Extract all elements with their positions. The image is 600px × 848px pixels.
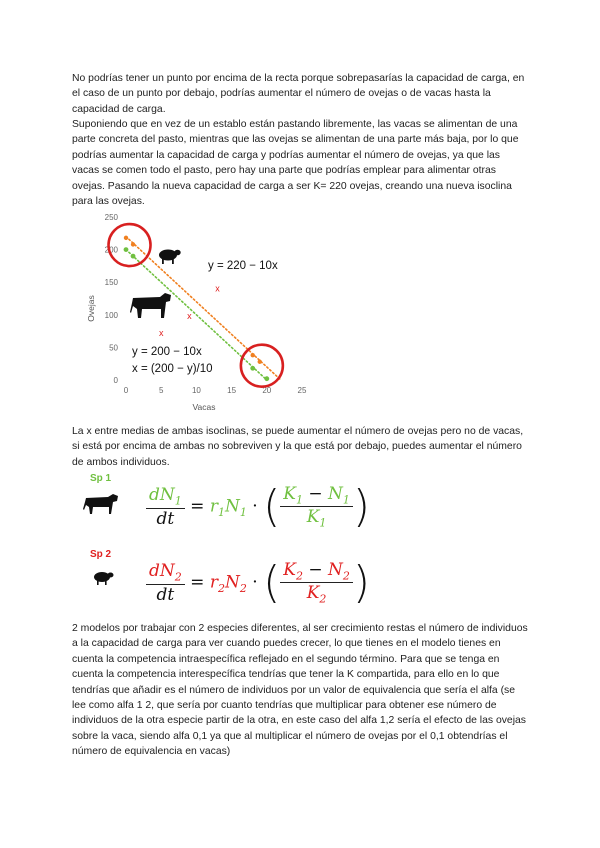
cow-icon — [82, 492, 120, 516]
data-point-orange — [131, 242, 135, 246]
sp2-r-sub: 2 — [217, 581, 225, 595]
equation-sp1-formula — [146, 480, 371, 532]
sp1-rhs-fraction — [280, 484, 353, 530]
paragraph-carrying-capacity: No podrías tener un punto por encima de la recta porque sobrepasarías la capacidad de carga, en el caso de un punto por debajo, podrías aumentar el número de ovejas o de vacas hasta la capacidad de carga. — [72, 73, 525, 115]
sp2-label: Sp 2 — [90, 549, 112, 560]
cow-icon — [130, 293, 171, 318]
sp2-open-paren: ( — [263, 556, 281, 608]
y-tick-label: 100 — [104, 310, 118, 320]
y-tick-label: 0 — [113, 376, 118, 385]
annotation-equation-200: y = 200 − 10x — [132, 346, 202, 358]
paragraph-isoclines: La x entre medias de ambas isoclinas, se puede aumentar el número de ovejas pero no de vacas, si está por encima de ambas no sobreviven y la que está por debajo, puedes aumentar el número de ambos individuos. — [72, 426, 524, 468]
data-point-orange — [251, 353, 255, 357]
cross-marker: x — [187, 311, 192, 322]
data-point-green — [264, 376, 269, 381]
paragraph-competition-models: 2 modelos por trabajar con 2 especies diferentes, al ser crecimiento restas el número de individuos a la capacidad de carga para ver cuando puedes crecer, lo que tienes en el modelo tienes en cuenta la competencia intraespecífica reflejado en el segundo término. Para que se tenga en cuenta la competencia interespecífica tendrías que tener la K compartida, para ello en lo que tendrías que añadir es el número de individuos por un valor de equivalencia que sería el alfa (se lee como alfa 1 2, que sería por cuanto tendrías que multiplicar para obtener ese número de individuos de la otra especie partir de la otra, en este caso del alfa 1,2 sería el efecto de las ovejas sobre la vaca, siendo alfa 0,1 ya que al multiplicar el número de ovejas por el 0,1 obtendrías el número de equivalencia en vacas) — [72, 623, 528, 758]
sp2-dN: dN — [149, 561, 175, 582]
sp1-N2-sub: 1 — [342, 493, 350, 507]
paragraph-free-grazing: Suponiendo que en vez de un establo están pastando libremente, las vacas se alimentan de una parte concreta del pasto, mientras que las ovejas se alimentan de una parte más baja, por lo que podrías aumentar la capacidad de carga y podrías aumentar el número de ovejas, ya que las vacas se comen todo el pasto, pero hay una parte que podrías emplear para alimentar otras ovejas. Pasando la nueva capacidad de carga a ser K= 220 ovejas, creando una nueva isoclina para las ovejas. — [72, 119, 519, 208]
sp1-close-paren: ) — [352, 480, 371, 532]
sp1-lhs-fraction — [146, 485, 185, 528]
x-tick-label: 25 — [297, 386, 307, 395]
sp1-dot: · — [246, 496, 264, 517]
data-point-green — [124, 247, 129, 252]
sp1-K: K — [283, 484, 296, 504]
y-tick-label: 50 — [109, 343, 118, 353]
equation-sp2-formula — [146, 556, 371, 608]
y-tick-label: 200 — [104, 245, 118, 255]
y-axis-label: Ovejas — [86, 295, 96, 322]
sp2-N: N — [224, 572, 240, 593]
sp2-K: K — [283, 560, 296, 580]
isocline-chart — [72, 205, 314, 417]
sp1-label: Sp 1 — [90, 473, 112, 484]
sp2-K-den-sub: 2 — [319, 592, 327, 606]
sp2-minus: − — [302, 560, 328, 580]
sp1-r: r — [209, 496, 218, 517]
sp2-close-paren: ) — [352, 556, 371, 608]
annotation-equation-x: x = (200 − y)/10 — [132, 363, 213, 375]
sp2-N2: N — [328, 560, 343, 580]
sp2-dt: dt — [156, 584, 175, 605]
sp2-K-sub: 2 — [295, 569, 303, 583]
cross-marker: x — [158, 328, 164, 339]
annotation-equation-220: y = 220 − 10x — [208, 260, 278, 272]
highlight-circle-bottom — [241, 345, 283, 387]
data-point-orange — [124, 236, 128, 240]
sp1-K-den: K — [306, 507, 320, 528]
sp1-minus: − — [302, 484, 328, 504]
sp1-r-sub: 1 — [217, 505, 225, 519]
sp1-K-den-sub: 1 — [319, 516, 327, 530]
x-tick-label: 10 — [191, 386, 201, 395]
sheep-icon — [159, 250, 181, 265]
sp2-lhs-fraction — [146, 561, 185, 604]
sp2-N-sub: 2 — [239, 581, 247, 595]
sp1-N2: N — [328, 484, 343, 504]
sp2-N2-sub: 2 — [342, 569, 350, 583]
sp1-dt: dt — [156, 508, 175, 529]
sp1-N: N — [224, 496, 240, 517]
sp1-sub: 1 — [174, 494, 182, 508]
cross-marker: x — [215, 283, 220, 294]
y-tick-label: 250 — [104, 213, 118, 222]
x-tick-label: 20 — [262, 386, 272, 395]
sp1-open-paren: ( — [263, 480, 281, 532]
sp1-eq: = — [184, 496, 210, 517]
y-tick-label: 150 — [104, 278, 118, 288]
sp2-r: r — [209, 572, 218, 593]
sp1-K-sub: 1 — [295, 493, 303, 507]
sp2-eq: = — [184, 572, 210, 593]
sp2-dot: · — [246, 572, 264, 593]
sp2-rhs-fraction — [280, 560, 353, 606]
sp1-N-sub: 1 — [239, 505, 247, 519]
x-tick-label: 0 — [123, 386, 129, 395]
x-tick-label: 5 — [158, 386, 164, 395]
data-point-green — [131, 254, 136, 259]
sheep-icon — [92, 570, 114, 586]
data-point-green — [250, 366, 255, 371]
data-point-orange — [258, 360, 262, 364]
sp2-K-den: K — [306, 583, 320, 604]
chart-svg — [72, 205, 314, 417]
x-tick-label: 15 — [227, 386, 237, 395]
sp2-sub: 2 — [174, 570, 182, 584]
sp1-dN: dN — [149, 485, 175, 506]
x-axis-label: Vacas — [192, 402, 216, 412]
